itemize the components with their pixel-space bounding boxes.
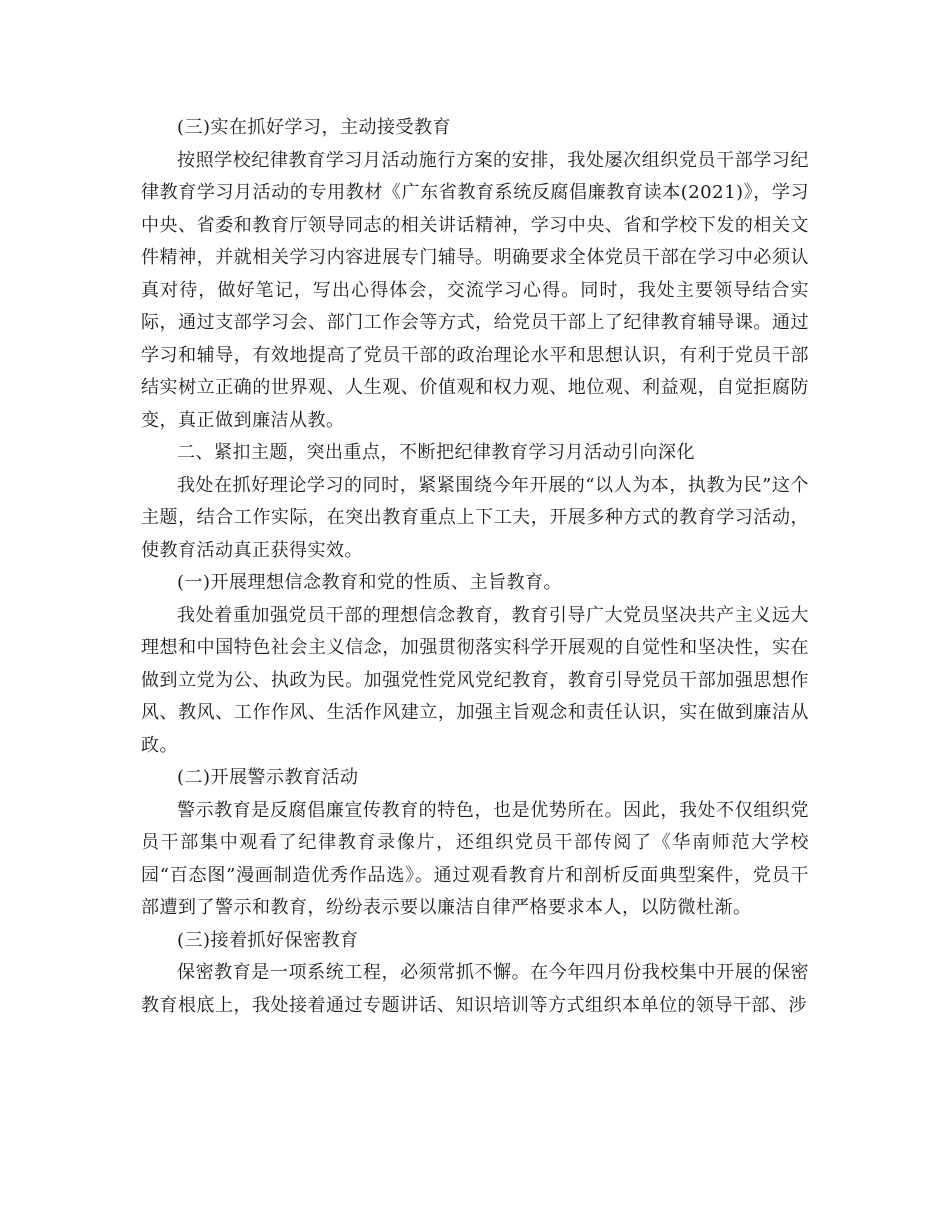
section-heading-secrecy: (三)接着抓好保密教育 [177,929,359,951]
paragraph-study: 按照学校纪律教育学习月活动施行方案的安排，我处屡次组织党员干部学习纪律教育学习月活动的专用教材《广东省教育系统反腐倡廉教育读本(2021)》，学习中央、省委和教育厅领导同志的相关讲话精神，学习中央、省和学校下发的相关文件精神，并就相关学习内容进展专门辅导。明确要求全体党员干部在学习中必须认真对待，做好笔记，写出心得体会，交流学习心得。同时，我处主要领导结合实际，通过支部学习会、部门工作会等方式，给党员干部上了纪律教育辅导课。通过学习和辅导，有效地提高了党员干部的政治理论水平和思想认识，有利于党员干部结实树立正确的世界观、人生观、价值观和权力观、地位观、利益观，自觉拒腐防变，真正做到廉洁从教。 [141,149,809,431]
document-page [141,112,809,1022]
section-heading-study: (三)实在抓好学习，主动接受教育 [177,117,452,138]
paragraph-theme: 我处在抓好理论学习的同时，紧紧围绕今年开展的“以人为本，执教为民”这个主题，结合工作实际，在突出教育重点上下工夫，开展多种方式的教育学习活动，使教育活动真正获得实效。 [141,474,809,561]
section-heading-ideals: (一)开展理想信念教育和党的性质、主旨教育。 [177,572,563,593]
section-heading-warning: (二)开展警示教育活动 [177,767,359,788]
paragraph-warning: 警示教育是反腐倡廉宣传教育的特色，也是优势所在。因此，我处不仅组织党员干部集中观看了纪律教育录像片，还组织党员干部传阅了《华南师范大学校园“百态图”漫画制造优秀作品选》。通过观看教育片和剖析反面典型案件，党员干部遭到了警示和教育，纷纷表示要以廉洁自律严格要求本人，以防微杜渐。 [141,799,809,918]
paragraph-ideals: 我处着重加强党员干部的理想信念教育，教育引导广大党员坚决共产主义远大理想和中国特色社会主义信念，加强贯彻落实科学开展观的自觉性和坚决性，实在做到立党为公、执政为民。加强党性党风党纪教育，教育引导党员干部加强思想作风、教风、工作作风、生活作风建立，加强主旨观念和责任认识，实在做到廉洁从政。 [141,604,809,756]
section-heading-theme: 二、紧扣主题，突出重点，不断把纪律教育学习月活动引向深化 [177,442,695,463]
paragraph-secrecy: 保密教育是一项系统工程，必须常抓不懈。在今年四月份我校集中开展的保密教育根底上，我处接着通过专题讲话、知识培训等方式组织本单位的领导干部、涉 [141,962,809,1016]
